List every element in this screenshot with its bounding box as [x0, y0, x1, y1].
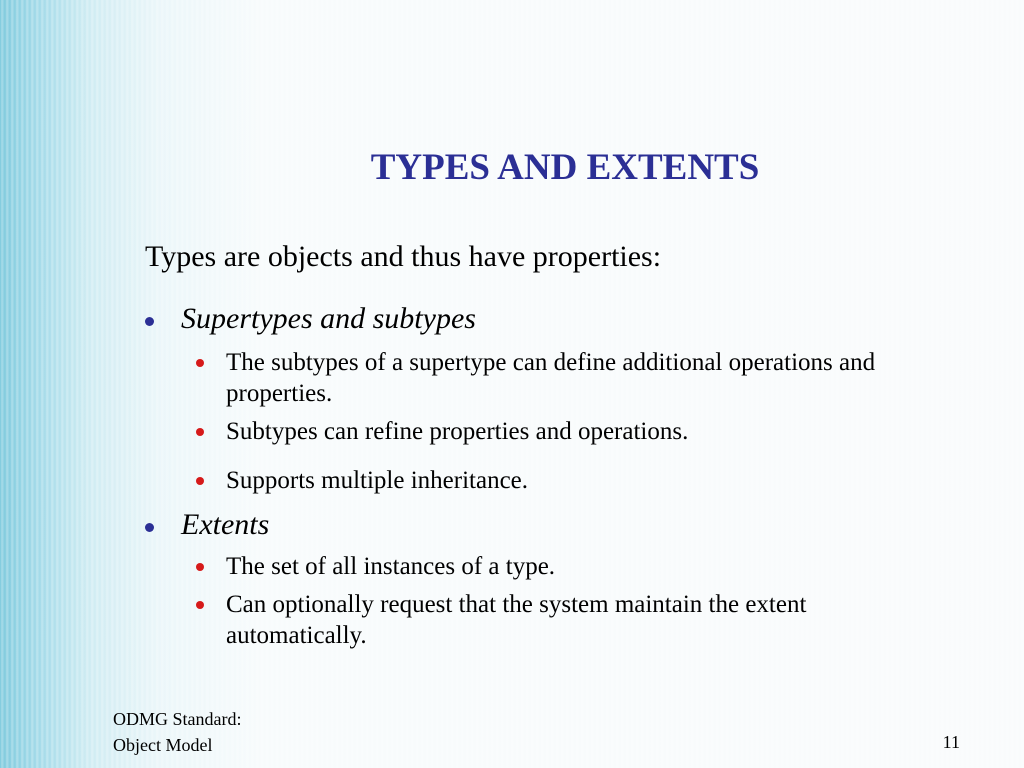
- list-item: [196, 465, 976, 496]
- footer-line-2: Object Model: [113, 735, 213, 755]
- list-item: [196, 589, 916, 651]
- bullet-dot-icon: [196, 601, 204, 609]
- list-item: [196, 416, 976, 447]
- intro-text: Types are objects and thus have properties:: [145, 240, 662, 273]
- section-heading-text: Extents: [181, 508, 270, 541]
- page-number: 11: [942, 732, 960, 752]
- slide-title: TYPES AND EXTENTS: [370, 147, 760, 188]
- bullet-dot-icon: [196, 477, 204, 485]
- bullet-dot-icon: [196, 428, 204, 436]
- list-item-text: Subtypes can refine properties and operations.: [226, 418, 689, 445]
- footer-label: [113, 706, 242, 758]
- bullet-dot-icon: [145, 317, 154, 326]
- list-item-text: The subtypes of a supertype can define additional operations and properties.: [226, 349, 876, 407]
- list-item: [196, 347, 976, 409]
- footer-line-1: ODMG Standard:: [113, 709, 242, 729]
- list-item-text: The set of all instances of a type.: [226, 553, 556, 580]
- bullet-dot-icon: [196, 359, 204, 367]
- section-heading-text: Supertypes and subtypes: [181, 302, 476, 335]
- list-item-text: Can optionally request that the system maintain the extent automatically.: [226, 591, 807, 649]
- list-item: [196, 551, 976, 582]
- bullet-dot-icon: [196, 563, 204, 571]
- bullet-dot-icon: [145, 523, 154, 532]
- list-item-text: Supports multiple inheritance.: [226, 467, 529, 494]
